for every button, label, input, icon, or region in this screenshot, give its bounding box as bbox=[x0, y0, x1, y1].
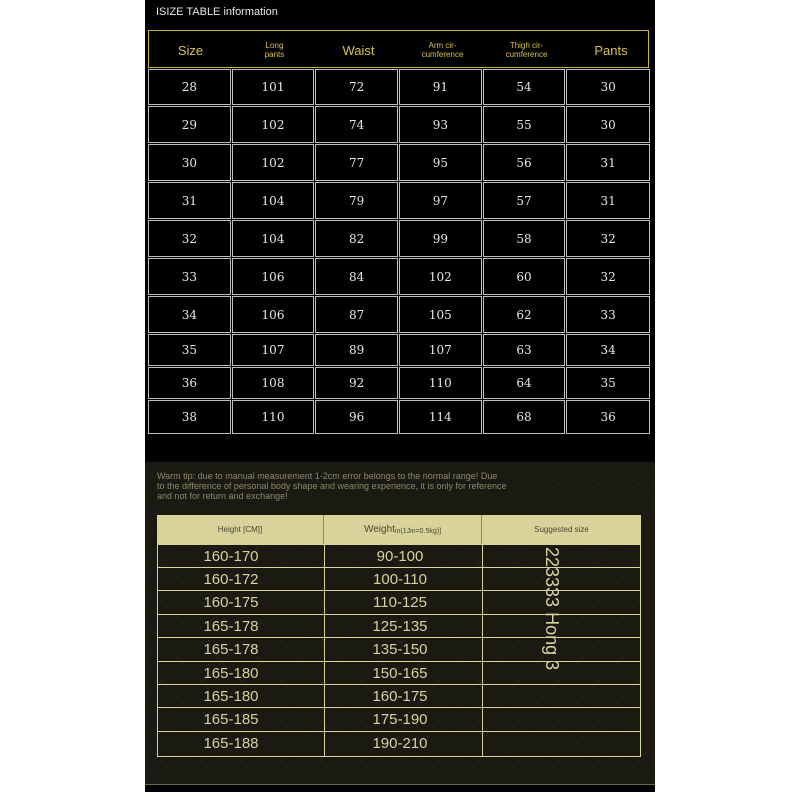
table-cell: 97 bbox=[399, 182, 482, 219]
table-row bbox=[148, 144, 651, 181]
header-suggested-size: Suggested size bbox=[534, 525, 589, 534]
table-cell: 92 bbox=[315, 367, 398, 399]
table-cell: 102 bbox=[399, 258, 482, 295]
header-weight-label: Weight bbox=[363, 524, 395, 535]
table-cell: 31 bbox=[566, 144, 650, 181]
weight-cell: 160-175 bbox=[372, 687, 428, 705]
table-row bbox=[148, 69, 651, 105]
weight-cell: 190-210 bbox=[372, 734, 428, 752]
table-cell: 74 bbox=[315, 106, 398, 143]
weight-cell: 90-100 bbox=[376, 547, 424, 565]
table-row bbox=[148, 367, 651, 399]
table-cell: 110 bbox=[399, 367, 482, 399]
weight-cell: 100-110 bbox=[373, 570, 427, 588]
table-cell: 108 bbox=[232, 367, 315, 399]
table-cell: 36 bbox=[566, 400, 650, 434]
header-weight bbox=[324, 515, 482, 544]
table-cell: 34 bbox=[148, 296, 231, 333]
table-cell: 84 bbox=[315, 258, 398, 295]
height-cell: 160-172 bbox=[203, 570, 259, 588]
table-cell: 102 bbox=[232, 144, 315, 181]
size-header-cell: Thigh cir- cumference bbox=[505, 41, 548, 59]
table-cell: 102 bbox=[232, 106, 315, 143]
table-row bbox=[158, 732, 640, 755]
table-cell: 33 bbox=[148, 258, 231, 295]
size-table-header bbox=[148, 30, 649, 68]
table-cell: 110 bbox=[232, 400, 315, 434]
size-table-title: ISIZE TABLE information bbox=[156, 6, 278, 18]
table-cell: 63 bbox=[483, 334, 566, 366]
table-cell: 54 bbox=[483, 69, 566, 105]
table-cell: 58 bbox=[483, 220, 566, 257]
table-cell: 34 bbox=[566, 334, 650, 366]
table-row bbox=[148, 296, 651, 333]
table-cell: 38 bbox=[148, 400, 231, 434]
weight-table-header bbox=[157, 515, 641, 544]
weight-cell: 150-165 bbox=[372, 664, 428, 682]
table-cell: 72 bbox=[315, 69, 398, 105]
table-cell: 104 bbox=[232, 182, 315, 219]
size-header-cell: Waist bbox=[342, 42, 375, 58]
table-cell: 28 bbox=[148, 69, 231, 105]
table-cell: 107 bbox=[232, 334, 315, 366]
weight-cell: 110-125 bbox=[373, 594, 427, 612]
table-cell: 36 bbox=[148, 367, 231, 399]
table-cell: 91 bbox=[399, 69, 482, 105]
table-cell: 29 bbox=[148, 106, 231, 143]
table-cell: 79 bbox=[315, 182, 398, 219]
table-cell: 99 bbox=[399, 220, 482, 257]
table-cell: 114 bbox=[399, 400, 482, 434]
height-cell: 165-188 bbox=[203, 734, 259, 752]
table-cell: 95 bbox=[399, 144, 482, 181]
table-cell: 32 bbox=[566, 220, 650, 257]
table-cell: 105 bbox=[399, 296, 482, 333]
height-cell: 165-185 bbox=[203, 711, 259, 729]
table-cell: 106 bbox=[232, 258, 315, 295]
table-cell: 55 bbox=[483, 106, 566, 143]
table-cell: 30 bbox=[566, 106, 650, 143]
table-row bbox=[158, 615, 640, 638]
table-cell: 82 bbox=[315, 220, 398, 257]
height-cell: 165-178 bbox=[203, 617, 259, 635]
height-cell: 165-180 bbox=[203, 664, 259, 682]
table-cell: 64 bbox=[483, 367, 566, 399]
table-cell: 62 bbox=[483, 296, 566, 333]
header-height: Height [CM]] bbox=[157, 515, 324, 544]
table-cell: 30 bbox=[148, 144, 231, 181]
table-cell: 96 bbox=[315, 400, 398, 434]
table-row bbox=[158, 685, 640, 708]
weight-cell: 125-135 bbox=[372, 617, 428, 635]
table-cell: 77 bbox=[315, 144, 398, 181]
table-cell: 104 bbox=[232, 220, 315, 257]
size-header-cell: Arm cir- cumference bbox=[421, 41, 464, 59]
table-cell: 106 bbox=[232, 296, 315, 333]
table-cell: 60 bbox=[483, 258, 566, 295]
table-row bbox=[158, 545, 640, 568]
table-cell: 32 bbox=[566, 258, 650, 295]
table-cell: 33 bbox=[566, 296, 650, 333]
table-row bbox=[158, 639, 640, 662]
table-cell: 107 bbox=[399, 334, 482, 366]
header-weight-unit: in(1Jin=0.5kg)] bbox=[394, 528, 442, 535]
suggested-size-value: 223333 Hong 3 bbox=[542, 547, 562, 671]
weight-section bbox=[145, 462, 655, 785]
table-row bbox=[148, 220, 651, 257]
weight-table-body bbox=[157, 544, 641, 757]
height-cell: 165-180 bbox=[203, 687, 259, 705]
weight-cell: 135-150 bbox=[372, 641, 428, 659]
table-row bbox=[148, 258, 651, 295]
table-cell: 87 bbox=[315, 296, 398, 333]
size-table bbox=[148, 30, 651, 434]
height-cell: 160-170 bbox=[203, 547, 259, 565]
weight-cell: 175-190 bbox=[372, 711, 428, 729]
height-cell: 160-175 bbox=[203, 594, 259, 612]
table-cell: 35 bbox=[566, 367, 650, 399]
table-row bbox=[148, 334, 651, 366]
table-cell: 101 bbox=[232, 69, 315, 105]
table-cell: 68 bbox=[483, 400, 566, 434]
table-cell: 35 bbox=[148, 334, 231, 366]
table-cell: 56 bbox=[483, 144, 566, 181]
table-row bbox=[158, 568, 640, 591]
size-chart-poster bbox=[145, 0, 655, 792]
table-row bbox=[148, 400, 651, 434]
warm-tip-text: Warm tip: due to manual measurement 1-2cm error belongs to the normal range! Due to the difference of personal body shape and wearing experience, it is only for reference and not for return and exchange! bbox=[157, 471, 507, 501]
table-cell: 32 bbox=[148, 220, 231, 257]
table-cell: 31 bbox=[566, 182, 650, 219]
table-cell: 93 bbox=[399, 106, 482, 143]
table-cell: 57 bbox=[483, 182, 566, 219]
size-header-cell: Size bbox=[177, 42, 204, 58]
height-cell: 165-178 bbox=[203, 641, 259, 659]
size-header-cell: Long pants bbox=[264, 41, 285, 59]
table-row bbox=[158, 662, 640, 685]
size-header-cell: Pants bbox=[594, 42, 628, 58]
table-row bbox=[158, 592, 640, 615]
table-cell: 89 bbox=[315, 334, 398, 366]
table-cell: 30 bbox=[566, 69, 650, 105]
table-row bbox=[148, 182, 651, 219]
table-row bbox=[148, 106, 651, 143]
table-cell: 31 bbox=[148, 182, 231, 219]
table-row bbox=[158, 709, 640, 732]
